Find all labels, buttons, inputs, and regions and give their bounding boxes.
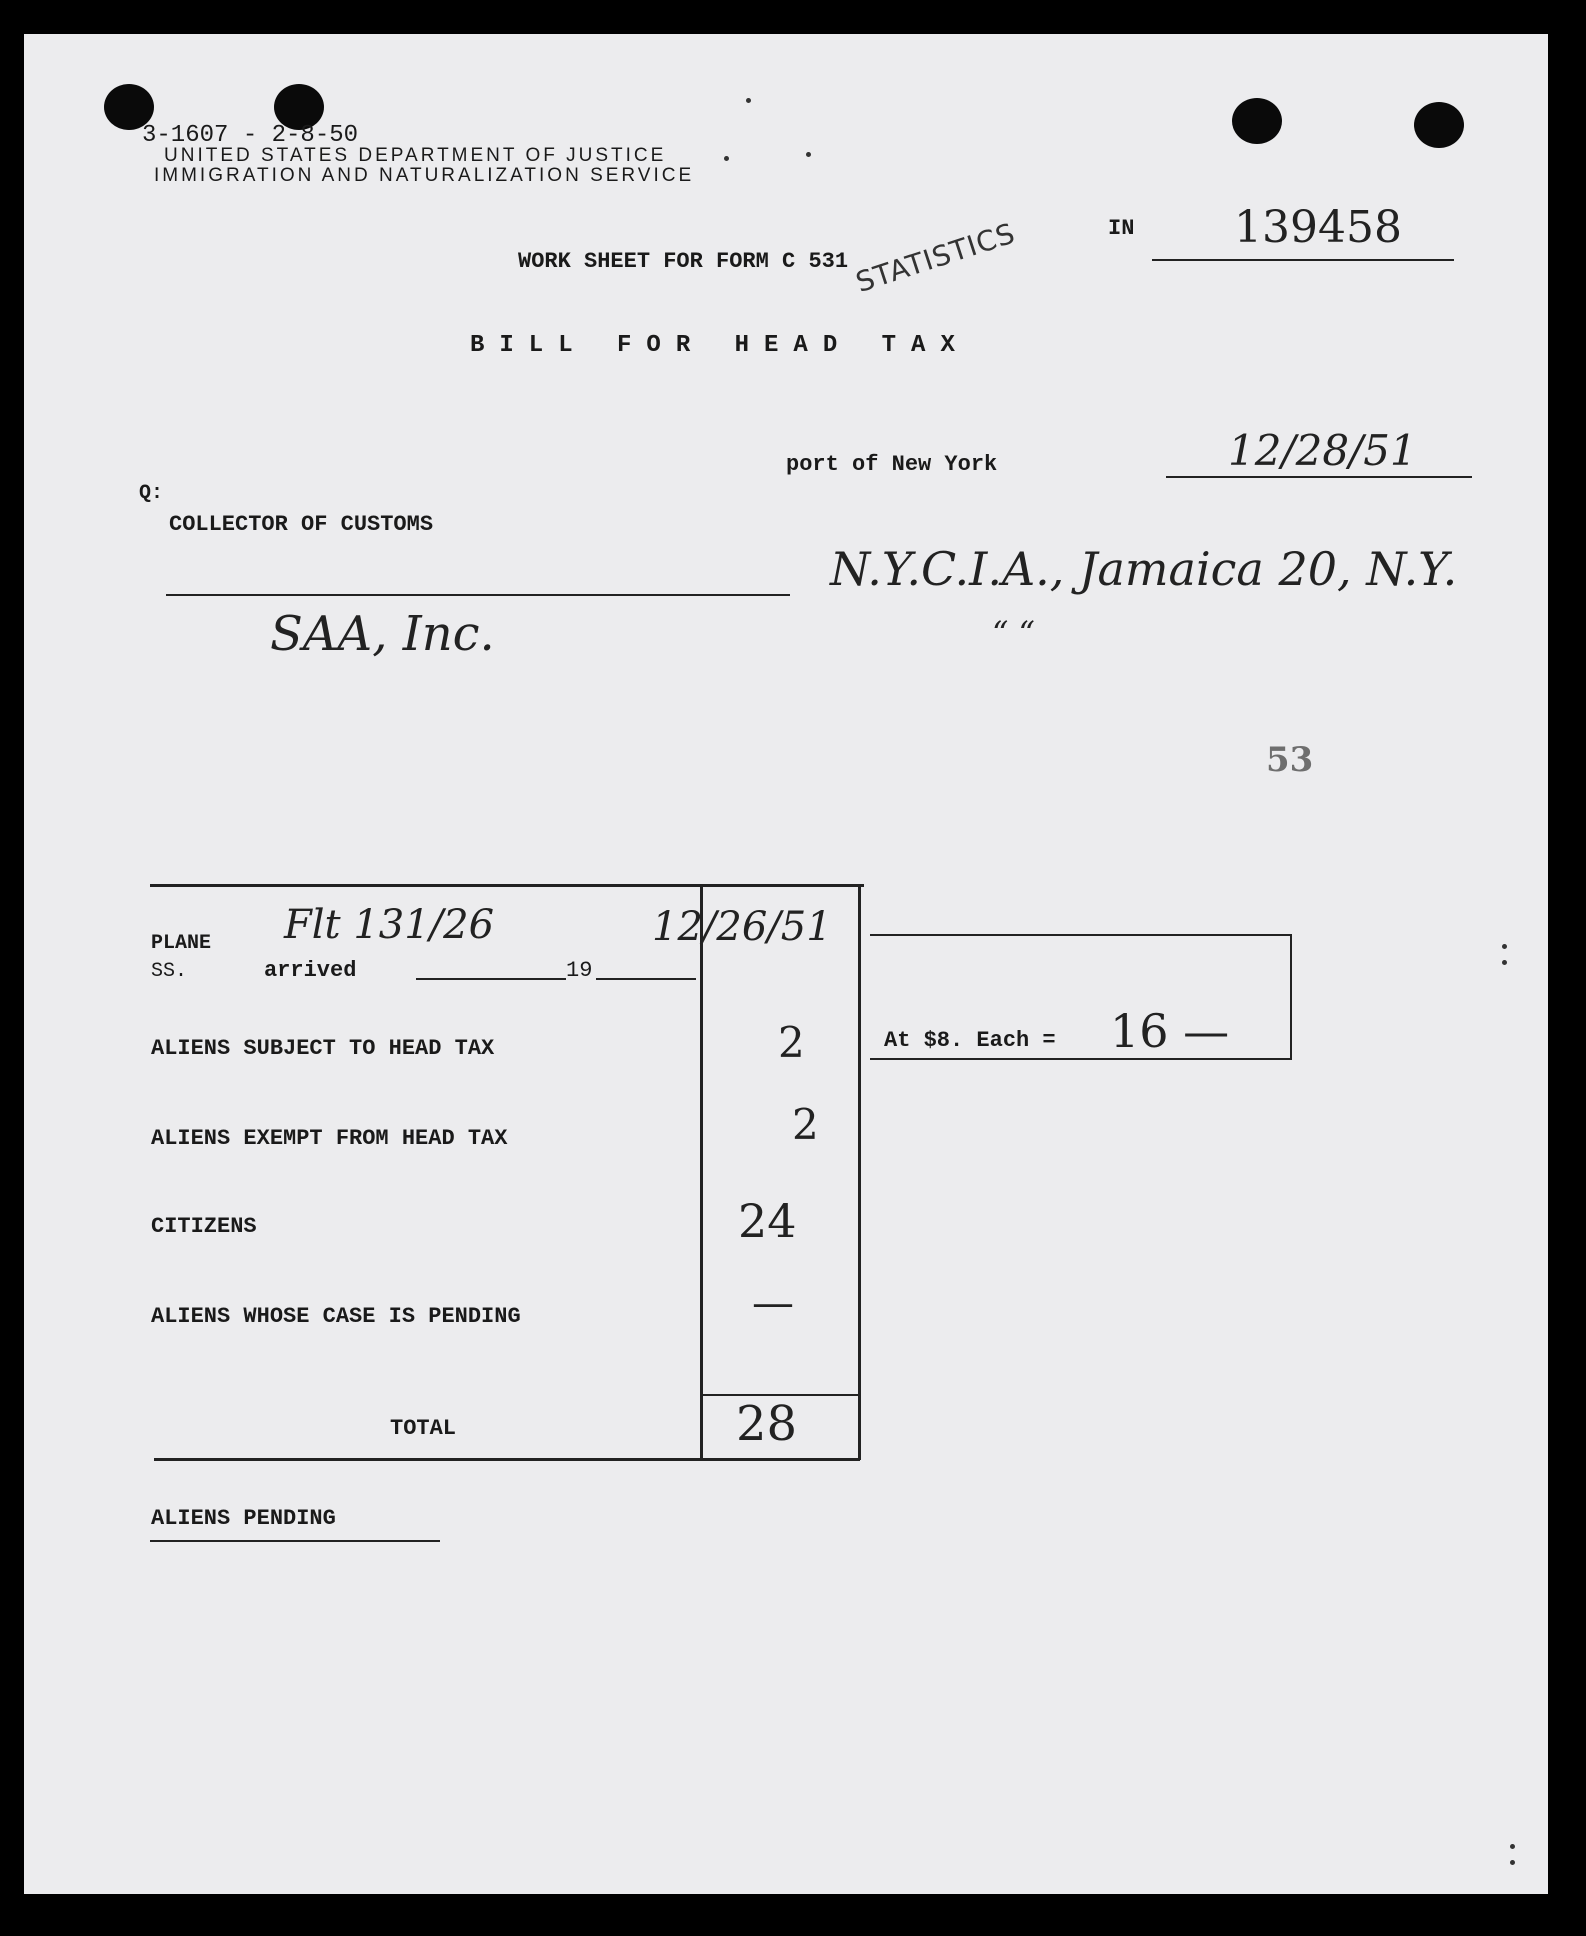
to-label: Q: <box>139 482 164 505</box>
row-label-citizens: CITIZENS <box>151 1214 257 1239</box>
row-value-subject: 2 <box>778 1018 805 1067</box>
total-value: 28 <box>736 1396 798 1452</box>
date-underline <box>1166 476 1472 478</box>
speck <box>1510 1860 1515 1865</box>
in-number: 139458 <box>1234 202 1402 253</box>
table-top-rule <box>150 884 864 887</box>
bill-title: BILL FOR HEAD TAX <box>470 332 970 359</box>
work-sheet-title: WORK SHEET FOR FORM C 531 <box>518 249 849 274</box>
bill-date: 12/28/51 <box>1228 426 1417 475</box>
ditto-marks: “ “ <box>992 614 1035 652</box>
speck <box>1502 944 1507 949</box>
department-name: UNITED STATES DEPARTMENT OF JUSTICE <box>164 145 667 166</box>
file-reference: 3-1607 - 2-8-50 <box>142 122 359 149</box>
punch-hole-top-right-2 <box>1414 102 1464 148</box>
row-value-exempt: 2 <box>792 1100 819 1149</box>
address-handwritten: N.Y.C.I.A., Jamaica 20, N.Y. <box>830 542 1458 596</box>
row-value-pending: — <box>752 1278 794 1327</box>
service-name: IMMIGRATION AND NATURALIZATION SERVICE <box>154 165 695 186</box>
airline-handwritten: SAA, Inc. <box>270 606 495 662</box>
tax-box-bottom <box>870 1058 1292 1060</box>
row-label-pending: ALIENS WHOSE CASE IS PENDING <box>151 1304 521 1329</box>
document-page <box>24 34 1548 1894</box>
year-line <box>596 978 696 980</box>
speck <box>806 152 811 157</box>
in-label: IN <box>1108 216 1135 241</box>
row-value-citizens: 24 <box>738 1194 797 1248</box>
total-label: TOTAL <box>390 1416 457 1441</box>
statistics-stamp: STATISTICS <box>851 216 1020 299</box>
ss-label: SS. <box>151 960 188 983</box>
table-divider <box>700 886 703 1460</box>
address-line <box>166 594 790 596</box>
punch-hole-top-right-1 <box>1232 98 1282 144</box>
speck <box>1510 1844 1515 1849</box>
in-number-underline <box>1152 259 1454 261</box>
row-label-exempt: ALIENS EXEMPT FROM HEAD TAX <box>151 1126 508 1151</box>
sheet-number: 53 <box>1266 740 1314 780</box>
aliens-pending-label: ALIENS PENDING <box>151 1506 336 1531</box>
table-right-border <box>858 886 861 1460</box>
arrival-date-handwritten: 12/26/51 <box>652 904 832 950</box>
year-prefix: 19 <box>566 958 593 983</box>
port-label: port of New York <box>786 452 998 477</box>
aliens-pending-underline <box>150 1540 440 1542</box>
collector-name: COLLECTOR OF CUSTOMS <box>169 512 434 537</box>
speck <box>724 156 729 161</box>
speck <box>1502 960 1507 965</box>
arrived-label: arrived <box>264 958 357 983</box>
speck <box>746 98 751 103</box>
tax-rate-text: At $8. Each = <box>884 1028 1056 1053</box>
table-bottom-rule <box>154 1458 860 1461</box>
row-label-subject: ALIENS SUBJECT TO HEAD TAX <box>151 1036 495 1061</box>
arrived-line <box>416 978 566 980</box>
tax-amount: 16 — <box>1110 1004 1230 1058</box>
tax-box-right <box>1290 934 1292 1060</box>
tax-box-top <box>870 934 1290 936</box>
flight-handwritten: Flt 131/26 <box>284 902 495 948</box>
plane-label: PLANE <box>151 932 212 955</box>
